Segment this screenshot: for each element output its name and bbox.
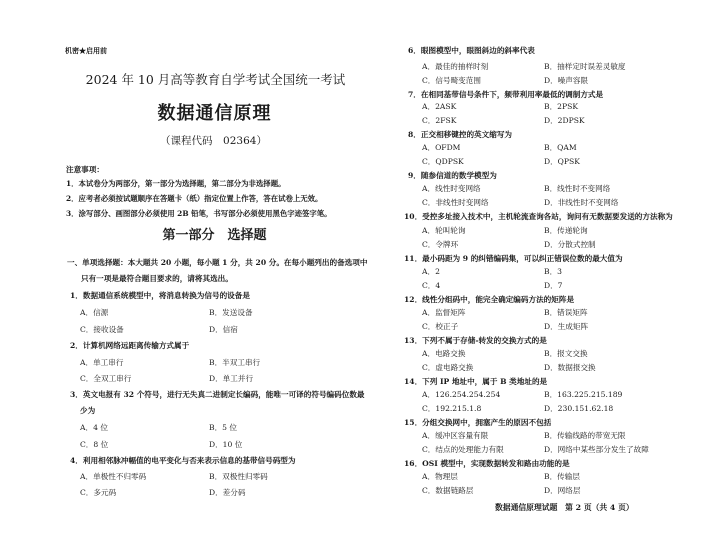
- option-b: B．5 位: [209, 423, 238, 432]
- question-stem: 14．下列 IP 地址中，属于 B 类地址的是: [404, 377, 548, 386]
- option-a: A．最佳的抽样时刻: [422, 62, 489, 71]
- section-instruction-cont: 只有一项是最符合题目要求的，请将其选出。: [81, 274, 233, 283]
- option-b: B．QAM: [544, 143, 577, 152]
- question-stem: 15．分组交换网中，拥塞产生的原因不包括: [404, 418, 552, 427]
- question-stem: 4．利用相邻脉冲幅值的电平变化与否来表示信息的基带信号码型为: [70, 456, 296, 465]
- question-stem: 7．在相同基带信号条件下，频带利用率最低的调制方式是: [408, 90, 604, 99]
- question-stem: 16．OSI 模型中，实现数据转发和路由功能的是: [404, 459, 570, 468]
- option-c: C．数据链路层: [422, 486, 474, 495]
- option-a: A．轮叫轮询: [422, 226, 466, 235]
- option-a: A．监督矩阵: [422, 308, 466, 317]
- question-stem: 13．下列不属于存储-转发的交换方式的是: [404, 336, 547, 345]
- option-b: B．传递轮询: [544, 226, 588, 235]
- subject-title: 数据通信原理: [157, 103, 272, 124]
- question-stem: 8．正交相移键控的英文缩写为: [408, 130, 513, 139]
- option-d: D．信宿: [209, 325, 238, 334]
- option-d: D．单工并行: [209, 374, 254, 383]
- option-c: C．2FSK: [422, 116, 457, 125]
- option-a: A．缓冲区容量有限: [422, 431, 489, 440]
- option-c: C．信号畸变范围: [422, 76, 481, 85]
- option-c: C．4: [422, 281, 441, 290]
- exam-page-2: [361, 0, 722, 550]
- question-stem-cont: 少为: [80, 406, 96, 415]
- option-c: C．全双工串行: [80, 374, 132, 383]
- option-a: A．单工串行: [80, 358, 124, 367]
- option-a: A．单极性不归零码: [80, 472, 147, 481]
- option-c: C．令牌环: [422, 240, 459, 249]
- exam-title: 2024 年 10 月高等教育自学考试全国统一考试: [85, 72, 346, 87]
- option-a: A．2ASK: [422, 102, 457, 111]
- option-d: D．噪声容限: [544, 76, 589, 85]
- option-b: B．163.225.215.189: [544, 390, 623, 399]
- question-stem: 12．线性分组码中，能完全确定编码方法的矩阵是: [404, 295, 575, 304]
- option-a: A．物理层: [422, 472, 458, 481]
- option-d: D．非线性时不变网络: [544, 198, 619, 207]
- option-a: A．线性时变网络: [422, 184, 481, 193]
- option-b: B．2PSK: [544, 102, 578, 111]
- option-d: D．分散式控制: [544, 240, 596, 249]
- option-d: D．QPSK: [544, 157, 580, 166]
- option-d: D．网络中某些部分发生了故障: [544, 445, 649, 454]
- option-a: A．2: [422, 267, 440, 276]
- question-stem: 11．最小码距为 9 的纠错编码集，可以纠正错误位数的最大值为: [404, 254, 623, 263]
- notes-heading: 注意事项：: [66, 165, 104, 174]
- question-stem: 2．计算机网络远距离传输方式属于: [70, 341, 190, 350]
- option-d: D．网络层: [544, 486, 581, 495]
- option-d: D．生成矩阵: [544, 322, 589, 331]
- option-b: B．传输层: [544, 472, 580, 481]
- option-d: D．2DPSK: [544, 116, 585, 125]
- option-c: C．结点的处理能力有限: [422, 445, 504, 454]
- option-d: D．10 位: [209, 440, 243, 449]
- question-stem: 6．眼图模型中，眼图斜边的斜率代表: [408, 46, 535, 55]
- note-item: 1．本试卷分为两部分，第一部分为选择题，第二部分为非选择题。: [66, 179, 286, 188]
- option-c: C．多元码: [80, 488, 117, 497]
- option-c: C．8 位: [80, 440, 109, 449]
- option-b: B．传输线路的带宽无限: [544, 431, 626, 440]
- option-b: B．线性时不变网络: [544, 184, 611, 193]
- part-title: 第一部分 选择题: [162, 228, 267, 243]
- option-b: B．抽样定时误差灵敏度: [544, 62, 626, 71]
- option-b: B．半双工串行: [209, 358, 261, 367]
- option-b: B．双极性归零码: [209, 472, 268, 481]
- option-a: A．信源: [80, 308, 109, 317]
- option-a: A．4 位: [80, 423, 108, 432]
- question-stem: 3．英文电报有 32 个符号，进行无失真二进制定长编码，能唯一可译的符号编码位数最: [70, 390, 365, 399]
- option-b: B．报文交换: [544, 349, 588, 358]
- section-instruction: 一、单项选择题：本大题共 20 小题，每小题 1 分，共 20 分。在每小题列出的备选项中: [67, 258, 368, 267]
- note-item: 2．应考者必须按试题顺序在答题卡（纸）指定位置上作答，答在试卷上无效。: [66, 194, 323, 203]
- option-c: C．校正子: [422, 322, 459, 331]
- page-footer: 数据通信原理试题 第 2 页（共 4 页）: [495, 503, 634, 512]
- course-code: （课程代码 02364）: [160, 135, 267, 147]
- option-a: A．126.254.254.254: [422, 390, 501, 399]
- option-b: B．错误矩阵: [544, 308, 588, 317]
- option-d: D．数据报交换: [544, 363, 596, 372]
- option-b: B．3: [544, 267, 563, 276]
- question-stem: 9．随参信道的数学模型为: [408, 171, 497, 180]
- option-c: C．接收设备: [80, 325, 124, 334]
- option-c: C．非线性时变网络: [422, 198, 489, 207]
- option-c: C．192.215.1.8: [422, 404, 482, 413]
- option-a: A．电路交换: [422, 349, 466, 358]
- question-stem: 1．数据通信系统模型中，将消息转换为信号的设备是: [70, 291, 250, 300]
- option-d: D．7: [544, 281, 563, 290]
- option-b: B．发送设备: [209, 308, 253, 317]
- option-d: D．差分码: [209, 488, 246, 497]
- note-item: 3．涂写部分、画图部分必须使用 2B 铅笔，书写部分必须使用黑色字迹签字笔。: [66, 209, 332, 218]
- confidential-mark: 机密★启用前: [65, 46, 107, 55]
- option-a: A．OFDM: [422, 143, 461, 152]
- option-d: D．230.151.62.18: [544, 404, 614, 413]
- option-c: C．QDPSK: [422, 157, 464, 166]
- question-stem: 10．受控多址接入技术中，主机轮流查询各站，询问有无数据要发送的方法称为: [404, 212, 673, 221]
- option-c: C．虚电路交换: [422, 363, 474, 372]
